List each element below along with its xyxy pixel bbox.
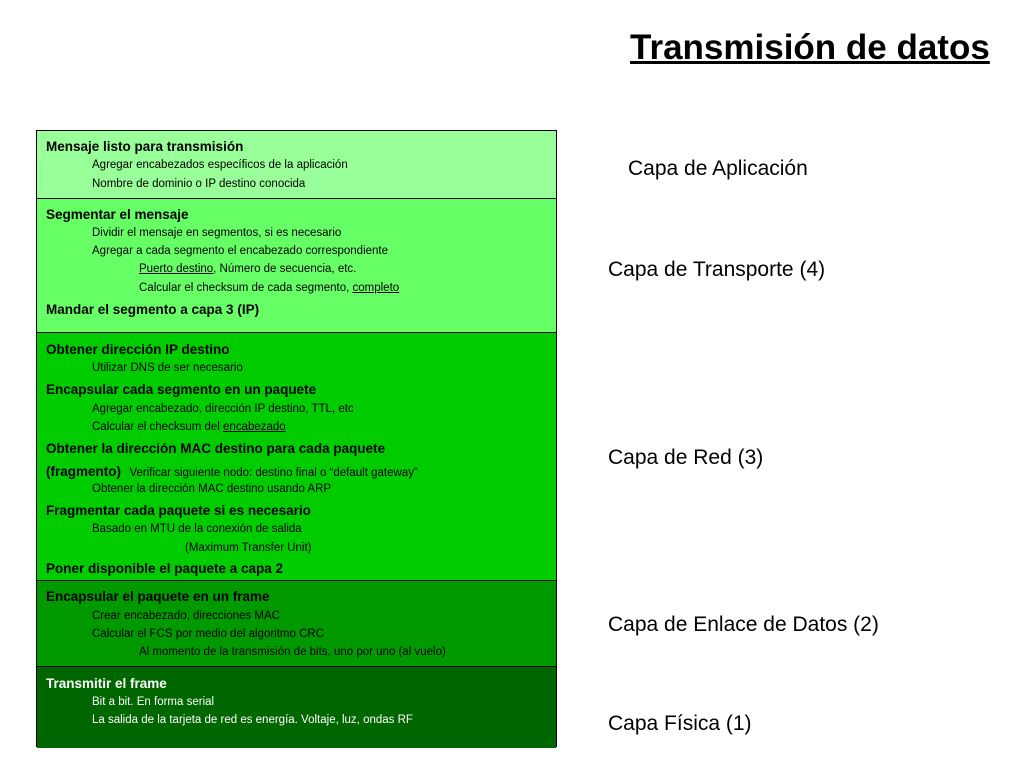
transport-layer-box — [37, 199, 556, 333]
network-line-3 — [92, 422, 286, 434]
transport-line-4-text: Calcular el checksum de cada segmento, — [139, 282, 353, 294]
network-layer-box — [37, 333, 556, 581]
network-line-5: Obtener la dirección MAC destino usando ARP — [92, 483, 332, 495]
datalink-line-1: Crear encabezado, direcciones MAC — [92, 610, 280, 622]
datalink-layer-label: Capa de Enlace de Datos (2) — [608, 613, 879, 636]
application-line-2: Nombre de dominio o IP destino conocida — [92, 178, 306, 190]
transport-heading: Segmentar el mensaje — [46, 207, 189, 222]
transport-line-2: Agregar a cada segmento el encabezado correspondiente — [92, 245, 389, 257]
physical-heading: Transmitir el frame — [46, 676, 167, 691]
network-heading-4: Fragmentar cada paquete si es necesario — [46, 503, 311, 518]
application-layer-label: Capa de Aplicación — [628, 157, 808, 180]
transport-line-3-rest: , Número de secuencia, etc. — [213, 263, 357, 275]
page-title: Transmisión de datos — [630, 28, 990, 67]
datalink-layer-box — [37, 581, 556, 667]
network-line-1: Utilizar DNS de ser necesario — [92, 362, 243, 374]
network-heading-2: Encapsular cada segmento en un paquete — [46, 382, 317, 397]
header-link[interactable]: encabezado — [223, 421, 286, 433]
network-heading-3: Obtener la dirección MAC destino para cada paquete — [46, 441, 386, 456]
physical-line-1: Bit a bit. En forma serial — [92, 696, 215, 708]
datalink-line-2: Calcular el FCS por medio del algoritmo CRC — [92, 628, 324, 640]
network-line-6: Basado en MTU de la conexión de salida — [92, 523, 302, 535]
physical-line-2: La salida de la tarjeta de red es energía. Voltaje, luz, ondas RF — [92, 714, 413, 726]
network-line-4-text: Verificar siguiente nodo: destino final o “default gateway” — [129, 467, 418, 479]
datalink-line-3: Al momento de la transmisión de bits, uno por uno (al vuelo) — [139, 646, 446, 658]
network-heading-1: Obtener dirección IP destino — [46, 342, 230, 357]
transport-layer-label: Capa de Transporte (4) — [608, 258, 826, 281]
transport-line-3 — [139, 264, 356, 276]
network-line-4 — [46, 464, 418, 480]
protocol-stack — [36, 130, 557, 747]
physical-layer-label: Capa Física (1) — [608, 712, 752, 735]
network-layer-label: Capa de Red (3) — [608, 446, 764, 469]
complete-link[interactable]: completo — [352, 282, 400, 294]
network-line-3-text: Calcular el checksum del — [92, 421, 224, 433]
network-line-2: Agregar encabezado, dirección IP destino, TTL, etc — [92, 403, 354, 415]
application-layer-box — [37, 131, 556, 199]
transport-line-1: Dividir el mensaje en segmentos, si es necesario — [92, 227, 342, 239]
network-heading-3b: (fragmento) — [46, 464, 121, 479]
network-line-7: (Maximum Transfer Unit) — [185, 542, 312, 554]
transport-line-4 — [139, 283, 399, 295]
destination-port-link[interactable]: Puerto destino — [139, 263, 214, 275]
network-heading-5: Poner disponible el paquete a capa 2 — [46, 561, 284, 576]
datalink-heading: Encapsular el paquete en un frame — [46, 589, 270, 604]
application-heading: Mensaje listo para transmisión — [46, 139, 244, 154]
physical-layer-box — [37, 667, 556, 748]
transport-footer: Mandar el segmento a capa 3 (IP) — [46, 302, 260, 317]
application-line-1: Agregar encabezados específicos de la aplicación — [92, 159, 348, 171]
